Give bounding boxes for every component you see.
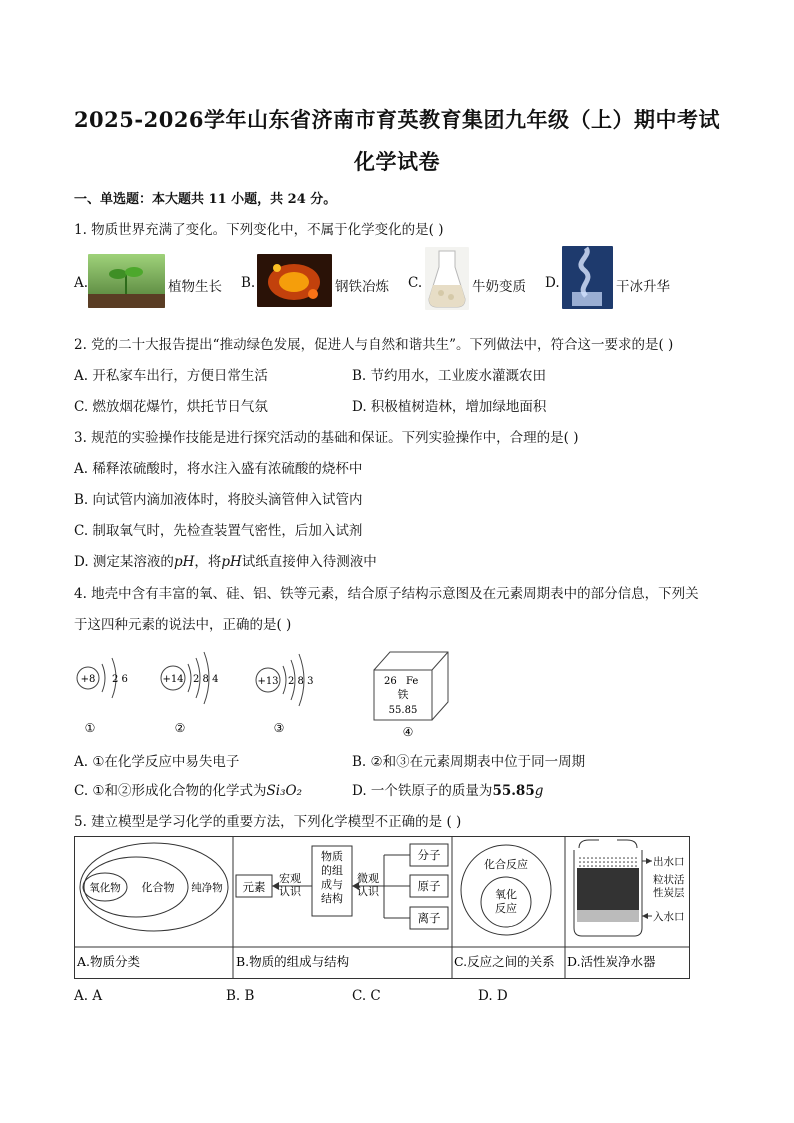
q1-option-a-letter: A.	[74, 275, 89, 291]
cell-number-label: ④	[402, 725, 414, 739]
caption-d: D.活性炭净水器	[567, 954, 656, 969]
oxidation-reaction-label: 氧化反应	[495, 888, 517, 915]
q5-model-table	[74, 836, 690, 979]
oxide-label: 氧化物	[89, 882, 121, 894]
plant-growth-image	[88, 254, 165, 308]
q1-option-d-letter: D.	[545, 275, 560, 291]
caption-b: B.物质的组成与结构	[236, 954, 350, 969]
q5-answer-c: C. C	[352, 988, 381, 1004]
q3-option-c: C. 制取氧气时，先检查装置气密性，后加入试剂	[74, 523, 363, 539]
q5-stem: 5. 建立模型是学习化学的重要方法，下列化学模型不正确的是 ( )	[74, 814, 462, 830]
ph-term: pH	[173, 554, 195, 570]
q4-option-b: B. ②和③在元素周期表中位于同一周期	[352, 754, 586, 770]
water-outlet-label: 出水口	[653, 856, 685, 868]
center-box-label: 物质的组成与结构	[321, 850, 343, 905]
atom-shell-label: 2 6	[112, 674, 128, 685]
caption-c: C.反应之间的关系	[454, 954, 555, 969]
q3-d-middle: ，将	[194, 554, 222, 570]
atom-number-label: ①	[84, 721, 96, 735]
q4-c-formula: Si₃O₂	[266, 783, 303, 799]
atom-number-label: ②	[174, 721, 186, 735]
q3-stem: 3. 规范的实验操作技能是进行探究活动的基础和保证。下列实验操作中，合理的是( )	[74, 430, 579, 446]
carbon-water-purifier-diagram	[574, 840, 685, 936]
iron-atomic-number: 26	[384, 676, 397, 687]
q2-option-c: C. 燃放烟花爆竹，烘托节日气氛	[74, 399, 268, 415]
ph-term: pH	[221, 554, 242, 570]
q4-option-c	[74, 779, 302, 799]
model-table-grid	[74, 836, 690, 979]
iron-name: 铁	[397, 688, 409, 701]
composition-structure-diagram	[236, 844, 448, 929]
molecule-box-label: 分子	[417, 848, 441, 862]
q1-stem: 1. 物质世界充满了变化。下列变化中，不属于化学变化的是( )	[74, 222, 444, 238]
q1-option-c-text: 牛奶变质	[472, 279, 526, 295]
oxygen-atom-diagram	[77, 658, 128, 735]
q1-option-b-letter: B.	[241, 275, 256, 291]
q4-stem-line2: 于这四种元素的说法中，正确的是( )	[74, 617, 292, 633]
exam-title: 2025-2026学年山东省济南市育英教育集团九年级（上）期中考试	[73, 107, 721, 132]
section-heading: 一、单选题：本大题共 11 小题，共 24 分。	[74, 192, 337, 207]
q2-stem: 2. 党的二十大报告提出“推动绿色发展，促进人与自然和谐共生”。下列做法中，符合这一要求的是( )	[74, 337, 674, 353]
q3-option-b: B. 向试管内滴加液体时，将胶头滴管伸入试管内	[74, 492, 363, 508]
q1-option-d-text: 干冰升华	[616, 279, 670, 295]
atom-number-label: ③	[273, 721, 285, 735]
q5-answer-b: B. B	[226, 988, 255, 1004]
atom-nucleus-label: +8	[80, 674, 96, 685]
ion-box-label: 离子	[417, 911, 441, 925]
dry-ice-sublimation-image	[562, 246, 613, 309]
silicon-atom-diagram	[161, 652, 218, 735]
spoiled-milk-image	[425, 247, 469, 310]
q4-c-prefix: C. ①和②形成化合物的化学式为	[74, 783, 267, 799]
q3-option-a: A. 稀释浓硫酸时，将水注入盛有浓硫酸的烧杯中	[74, 461, 363, 477]
q4-stem-line1: 4. 地壳中含有丰富的氧、硅、铝、铁等元素，结合原子结构示意图及在元素周期表中的部分信息，下列关	[74, 586, 699, 602]
atom-nucleus-label: +13	[257, 676, 279, 687]
q4-d-value: 55.85	[492, 783, 535, 799]
q2-option-d: D. 积极植树造林，增加绿地面积	[352, 399, 547, 415]
reaction-relation-diagram	[461, 845, 551, 935]
micro-view-label: 微观认识	[357, 872, 379, 898]
steel-smelting-image	[257, 254, 332, 307]
exam-subtitle: 化学试卷	[354, 149, 440, 174]
iron-periodic-cell	[374, 652, 448, 739]
atom-structure-diagrams	[70, 640, 470, 740]
combination-reaction-label: 化合反应	[484, 858, 528, 871]
carbon-layer-label: 粒状活性炭层	[653, 874, 685, 899]
q5-answer-d: D. D	[478, 988, 508, 1004]
atom-box-label: 原子	[417, 879, 441, 893]
q3-d-prefix: D. 测定某溶液的	[74, 554, 174, 570]
caption-a: A.物质分类	[77, 954, 141, 969]
q4-d-unit: g	[534, 783, 544, 799]
iron-symbol: Fe	[406, 676, 419, 687]
q3-option-d	[74, 550, 377, 570]
q1-option-a-text: 植物生长	[168, 279, 222, 295]
iron-mass: 55.85	[388, 705, 418, 716]
q3-d-suffix: 试纸直接伸入待测液中	[241, 554, 377, 570]
compound-label: 化合物	[141, 881, 175, 894]
macro-view-label: 宏观认识	[279, 872, 301, 898]
q1-option-c-letter: C.	[408, 275, 423, 291]
q4-option-a: A. ①在化学反应中易失电子	[74, 754, 240, 770]
water-inlet-label: 入水口	[653, 911, 685, 923]
atom-shell-label: 2 8 3	[288, 676, 314, 687]
q2-option-b: B. 节约用水，工业废水灌溉农田	[352, 368, 547, 384]
q1-option-b-text: 钢铁冶炼	[335, 279, 389, 295]
pure-substance-label: 纯净物	[191, 882, 223, 894]
q4-option-d	[352, 779, 543, 799]
q2-option-a: A. 开私家车出行，方便日常生活	[74, 368, 268, 384]
atom-shell-label: 2 8 4	[193, 674, 219, 685]
element-box-label: 元素	[242, 880, 266, 894]
aluminum-atom-diagram	[256, 654, 313, 735]
q5-answer-a: A. A	[74, 988, 103, 1004]
classification-diagram	[80, 843, 228, 931]
atom-nucleus-label: +14	[162, 674, 184, 685]
q4-d-prefix: D. 一个铁原子的质量为	[352, 783, 493, 799]
